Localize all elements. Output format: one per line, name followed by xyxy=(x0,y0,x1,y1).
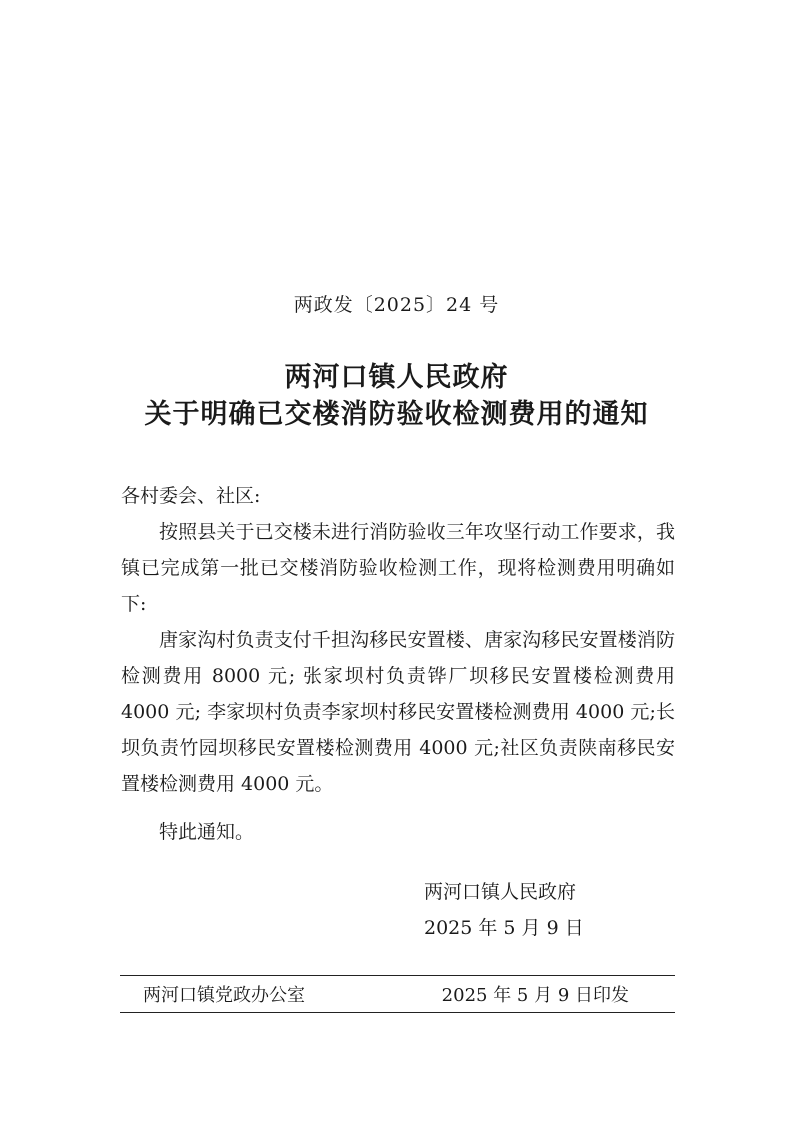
document-title-subject: 关于明确已交楼消防验收检测费用的通知 xyxy=(144,399,649,430)
signature-organization: 两河口镇人民政府 xyxy=(424,881,577,903)
signature-date: 2025 年 5 月 9 日 xyxy=(424,917,584,939)
document-number: 两政发〔2025〕24 号 xyxy=(293,294,500,316)
footer-top-rule xyxy=(120,975,675,976)
footer-print-date: 2025 年 5 月 9 日印发 xyxy=(441,985,629,1006)
body-paragraph-requirement: 按照县关于已交楼未进行消防验收三年攻坚行动工作要求，我镇已完成第一批已交楼消防验收检测工作，现将检测费用明确如下: xyxy=(121,521,675,615)
salutation: 各村委会、社区: xyxy=(121,485,261,507)
body-paragraph-closing: 特此通知。 xyxy=(159,821,255,843)
document-title-issuer: 两河口镇人民政府 xyxy=(284,362,509,393)
footer-issuing-office: 两河口镇党政办公室 xyxy=(143,985,305,1006)
body-paragraph-fee-details: 唐家沟村负责支付千担沟移民安置楼、唐家沟移民安置楼消防检测费用 8000 元; 张家坝村负责铧厂坝移民安置楼检测费用 4000 元; 李家坝村负责李家坝村移民安置楼检测费用 4000 元;长坝负责竹园坝移民安置楼检测费用 4000 元;社区负责陕南移民安置楼检测费用 4000 元。 xyxy=(121,629,675,795)
footer-bottom-rule xyxy=(120,1012,675,1013)
signature-block xyxy=(424,874,584,946)
